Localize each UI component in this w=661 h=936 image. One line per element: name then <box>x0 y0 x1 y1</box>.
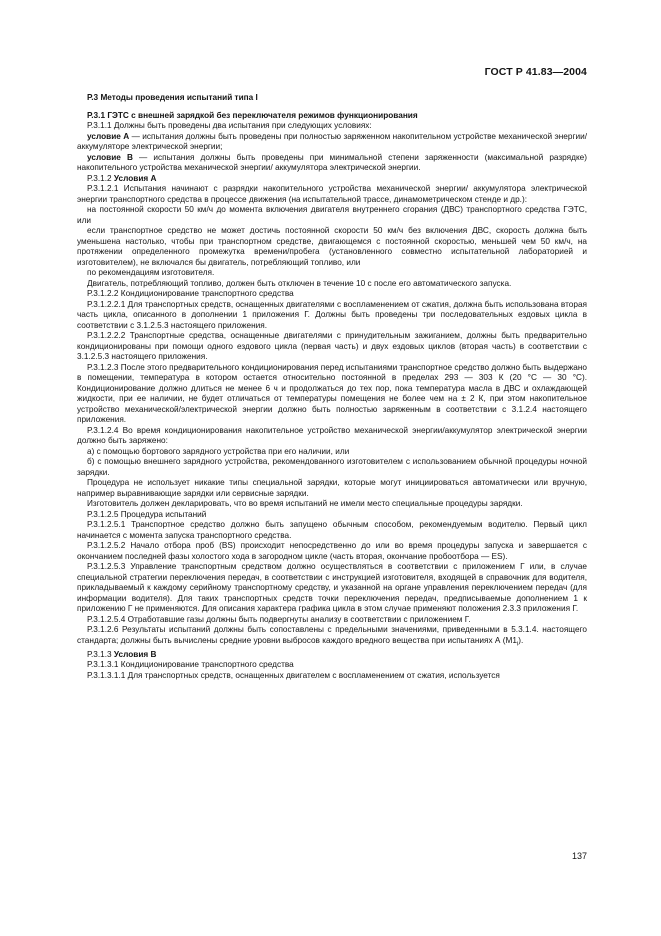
paragraph: на постоянной скорости 50 км/ч до момента включения двигателя внутреннего сгорания (ДВС) транспортного средства ГЭТС, или <box>77 205 587 225</box>
paragraph: Р.3.1.2.5 Процедура испытаний <box>87 509 207 519</box>
paragraph: Двигатель, потребляющий топливо, должен быть отключен в течение 10 с после его автоматического запуска. <box>87 278 512 288</box>
paragraph: Р.3.1.2.2.1 Для транспортных средств, оснащенных двигателями с воспламенением от сжатия, должна быть использована вторая часть цикла, описанного в дополнении 1 приложения Г. Должны быть проведены три последовательных ездовых цикла в соответствии с 3.1.2.5.3 настоящего приложения. <box>77 299 587 330</box>
paragraph: Р.3.1.2.5.2 Начало отбора проб (BS) происходит непосредственно до или во время процедуры запуска и завершается с окончанием последней фазы холостого хода в загородном цикле (часть вторая, окончание пробоотбора — ES). <box>77 541 587 561</box>
paragraph: условие А — испытания должны быть проведены при полностью заряженном накопительном устройстве механической энергии/аккумуляторе электрической энергии; <box>77 131 588 151</box>
paragraph: если транспортное средство не может достичь постоянной скорости 50 км/ч без включения ДВС, скорость должна быть уменьшена настолько, чтобы при транспортном средстве, двигающемся с постоянной скоростью, меньшей чем 50 км/ч, на протяжении определенного промежутка времени/пробега (установленного совместно испытательной лабораторией и изготовителем), не включался бы двигатель, потребляющий топливо, или <box>77 226 587 267</box>
paragraph: Р.3.1.3.1.1 Для транспортных средств, оснащенных двигателем с воспламенением от сжатия, используется <box>87 670 500 680</box>
paragraph: б) с помощью внешнего зарядного устройства, рекомендованного изготовителем с использованием обычной процедуры ночной зарядки. <box>77 457 587 477</box>
paragraph: Р.3.1.2.5.1 Транспортное средство должно быть запущено обычным способом, рекомендуемым водителю. Первый цикл начинается с момента запуска транспортного средства. <box>77 520 587 540</box>
paragraph: Р.3.1.2.6 Результаты испытаний должны быть сопоставлены с предельными значениями, приведенными в 5.3.1.4. настоящего стандарта; должны быть вычислены средние уровни выбросов каждого вредного вещества при испытаниях А $(М1_i)$. <box>77 625 587 648</box>
paragraph: Р.3.1.2.2.2 Транспортные средства, оснащенные двигателями с принудительным зажиганием, должны быть предварительно кондиционированы при помощи одного ездового цикла (первая часть) и двух ездовых циклов (вторая часть) в соответствии с 3.1.2.5.3 настоящего приложения. <box>77 331 587 361</box>
paragraph: Р.3.1.3.1 Кондиционирование транспортного средства <box>87 660 294 670</box>
paragraph: Р.3.1.2.1 Испытания начинают с разрядки накопительного устройства механической энергии/ аккумулятора электрической энергии транспортного средства в процессе движения (на испытательной трассе, динамометрическом стенде и др.): <box>77 184 587 204</box>
paragraph: по рекомендациям изготовителя. <box>87 268 215 277</box>
paragraph: Р.3.1.2.3 После этого предварительного кондиционирования перед испытаниями транспортное средство должно быть выдержано в помещении, температура в котором остается относительно постоянной в пределах 293 — 303 К (20 °С — 30 °С). Кондиционирование должно длиться не менее 6 ч и продолжаться до тех пор, пока температура масла в ДВС и охлаждающей жидкости, при ее наличии, не будет отличаться от температуры помещения не более чем на ± 2 К, при этом накопительное устройство механической/электрической энергии должно быть полностью заряженным в соответствии с 3.1.2.4 настоящего приложения. <box>77 362 587 424</box>
document-page <box>77 0 587 936</box>
heading-conditions-b: Условия В <box>113 649 157 659</box>
paragraph: Р.3.1.1 Должны быть проведены два испытания при следующих условиях: <box>87 121 372 130</box>
condition-b-label: условие В <box>87 152 133 162</box>
paragraph: Р.3.1.2.5.4 Отработавшие газы должны быть подвергнуты анализу в соответствии с приложением Г. <box>87 614 471 624</box>
condition-a-label: условие А <box>87 131 130 141</box>
paragraph: Изготовитель должен декларировать, что во время испытаний не имели место специальные процедуры зарядки. <box>87 499 523 508</box>
paragraph: Р.3.1.2.5.3 Управление транспортным средством должно осуществляться в соответствии с приложением Г или, в случае специальной стратегии переключения передач, в соответствии с инструкцией изготовителя, входящей в справочник для водителя, прикладываемый к каждому серийному транспортному средству, и указанной на органе управления переключением передач (для информации водителя). Для таких транспортных средств точки переключения передач, предписываемые дополнением 1 к приложению Г не применяются. Для описания характера графика цикла в этом случае применяют положения 2.3.3 приложения Г. <box>77 562 587 613</box>
paragraph: а) с помощью бортового зарядного устройства при его наличии, или <box>87 446 350 456</box>
subsection-title: Р.3.1 ГЭТС с внешней зарядкой без переключателя режимов функционирования <box>87 110 418 120</box>
paragraph: Р.3.1.2.4 Во время кондиционирования накопительное устройство механической энергии/аккумулятор электрической энергии должно быть заряжено: <box>77 425 587 445</box>
paragraph: Р.3.1.2.2 Кондиционирование транспортного средства <box>87 289 294 298</box>
paragraph: Р.3.1.3 Условия В <box>87 649 157 659</box>
paragraph: Процедура не использует никакие типы специальной зарядки, которые могут инициироваться автоматически или вручную, например выравнивающие зарядки или сервисные зарядки. <box>77 478 587 498</box>
heading-conditions-a: Условия А <box>113 173 157 183</box>
paragraph: Р.3.1.2 Условия А <box>87 173 157 183</box>
page-content <box>77 93 587 681</box>
section-title: Р.3 Методы проведения испытаний типа I <box>87 93 258 102</box>
paragraph: условие В — испытания должны быть проведены при минимальной степени заряженности (максимальной разрядке) накопительного устройства механической энергии/ аккумулятора электрической энергии. <box>77 152 588 172</box>
standard-header: ГОСТ Р 41.83—2004 <box>484 66 587 78</box>
page-number: 137 <box>571 851 587 861</box>
